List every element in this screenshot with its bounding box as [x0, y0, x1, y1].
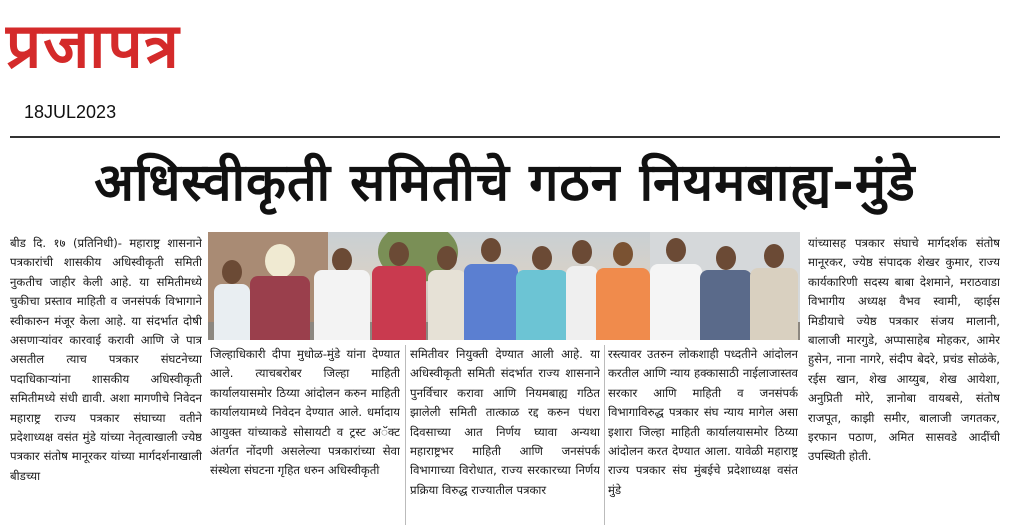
- article-paragraph: समितीवर नियुक्ती देण्यात आली आहे. या अधिस्वीकृती समिती संदर्भात राज्य शासनाने पुनर्विचार करावा आणि नियमबाह्य गठित झालेली समिती तात्काळ रद्द करुन पंधरा दिवसाच्या आत निर्णय घ्यावा अन्यथा महाराष्ट्रभर माहिती आणि जनसंपर्क विभागाच्या विरोधात, राज्य सरकारच्या निर्णय प्रक्रिया विरुद्ध राज्यातील पत्रकार: [410, 347, 600, 497]
- photo-person: [370, 238, 428, 340]
- article-paragraph: बीड दि. १७ (प्रतिनिधी)- महाराष्ट्र शासनाने पत्रकारांची शासकीय अधिस्वीकृती समिती नुकतीच जाहीर केली आहे. या समितीमध्ये चुकीचा प्रस्ताव माहिती व जनसंपर्क विभागाने स्वीकारुन मंजूर केला आहे. या संदर्भात दोषी असणाऱ्यांवर कारवाई करावी आणि जे पात्र असतील त्याच पत्रकार संघटनेच्या पदाधिकाऱ्यांना शासकीय अधिस्वीकृती समितीमध्ये संधी द्यावी. अशा मागणीचे निवेदन महाराष्ट्र राज्य पत्रकार संघाच्या वतीने प्रदेशाध्यक्ष वसंत मुंडे यांच्या नेतृत्वाखाली ज्येष्ठ पत्रकार संतोष मानूरकर यांच्या मार्गदर्शनाखाली बीडच्या: [10, 236, 202, 483]
- article-column-4: [608, 345, 798, 527]
- article-paragraph: रस्त्यावर उतरुन लोकशाही पध्दतीने आंदोलन करतील आणि न्याय हक्कासाठी नाईलाजास्तव सरकार आणि माहिती व जनसंपर्क विभागाविरुद्ध पत्रकार संघ न्याय मागेल असा इशारा जिल्हा माहिती कार्यालयासमोर ठिय्या आंदोलन करत देण्यात आला. यावेळी महाराष्ट्र राज्य पत्रकार संघ मुंबईचे प्रदेशाध्यक्ष वसंत मुंडे: [608, 347, 798, 497]
- photo-person: [648, 236, 704, 340]
- photo-person: [462, 236, 520, 340]
- article-column-5: [808, 234, 1000, 526]
- photo-person: [212, 254, 252, 340]
- article-column-2: [210, 345, 400, 527]
- photo-person: [514, 242, 570, 340]
- publication-date: 18JUL2023: [24, 102, 117, 122]
- masthead: [6, 6, 306, 92]
- column-divider: [405, 345, 406, 525]
- article-paragraph: जिल्हाधिकारी दीपा मुधोळ-मुंडे यांना देण्यात आले. त्याचबरोबर जिल्हा माहिती कार्यालयासमोर ठिय्या आंदोलन करुन माहिती कार्यालयामध्ये निवेदन देण्यात आले. धर्मादाय आयुक्त यांच्याकडे सोसायटी व ट्रस्ट अॅक्ट अंतर्गत नोंदणी असलेल्या पत्रकारांच्या सेवा संस्थेला संघटना गृहित धरुन अधिस्वीकृती: [210, 347, 400, 478]
- article-paragraph: यांच्यासह पत्रकार संघाचे मार्गदर्शक संतोष मानूरकर, ज्येष्ठ संपादक शेखर कुमार, राज्य कार्यकारिणी सदस्य बाबा देशमाने, मराठवाडा विभागीय अध्यक्ष वैभव स्वामी, व्हाईस मिडीयाचे ज्येष्ठ पत्रकार संजय मालानी, बालाजी मारगुडे, अप्पासाहेब मोहकर, आमेर हुसेन, नाना नागरे, संदीप बेदरे, प्रचंड सोळंके, रईस खान, शेख आय्युब, शेख आयेशा, अनुप्रिती मोरे, ज्ञानोबा वायबसे, संतोष राजपूत, काझी समीर, बालाजी जगतकर, इरफान पठाण, अमित सासवडे आदींची उपस्थिती होती.: [808, 236, 1000, 464]
- headline-rule: [10, 136, 1000, 138]
- article-column-1: [10, 234, 202, 526]
- photo-person: [698, 242, 754, 340]
- photo-person: [312, 244, 372, 340]
- photo-person: [248, 240, 312, 340]
- article-headline: अधिस्वीकृती समितीचे गठन नियमबाह्य-मुंडे: [94, 153, 916, 213]
- photo-person: [594, 240, 652, 340]
- masthead-title: प्रजापत्र: [6, 9, 181, 82]
- article-photo: [208, 232, 800, 340]
- column-divider: [604, 345, 605, 525]
- photo-person: [748, 240, 800, 340]
- article-column-3: [410, 345, 600, 527]
